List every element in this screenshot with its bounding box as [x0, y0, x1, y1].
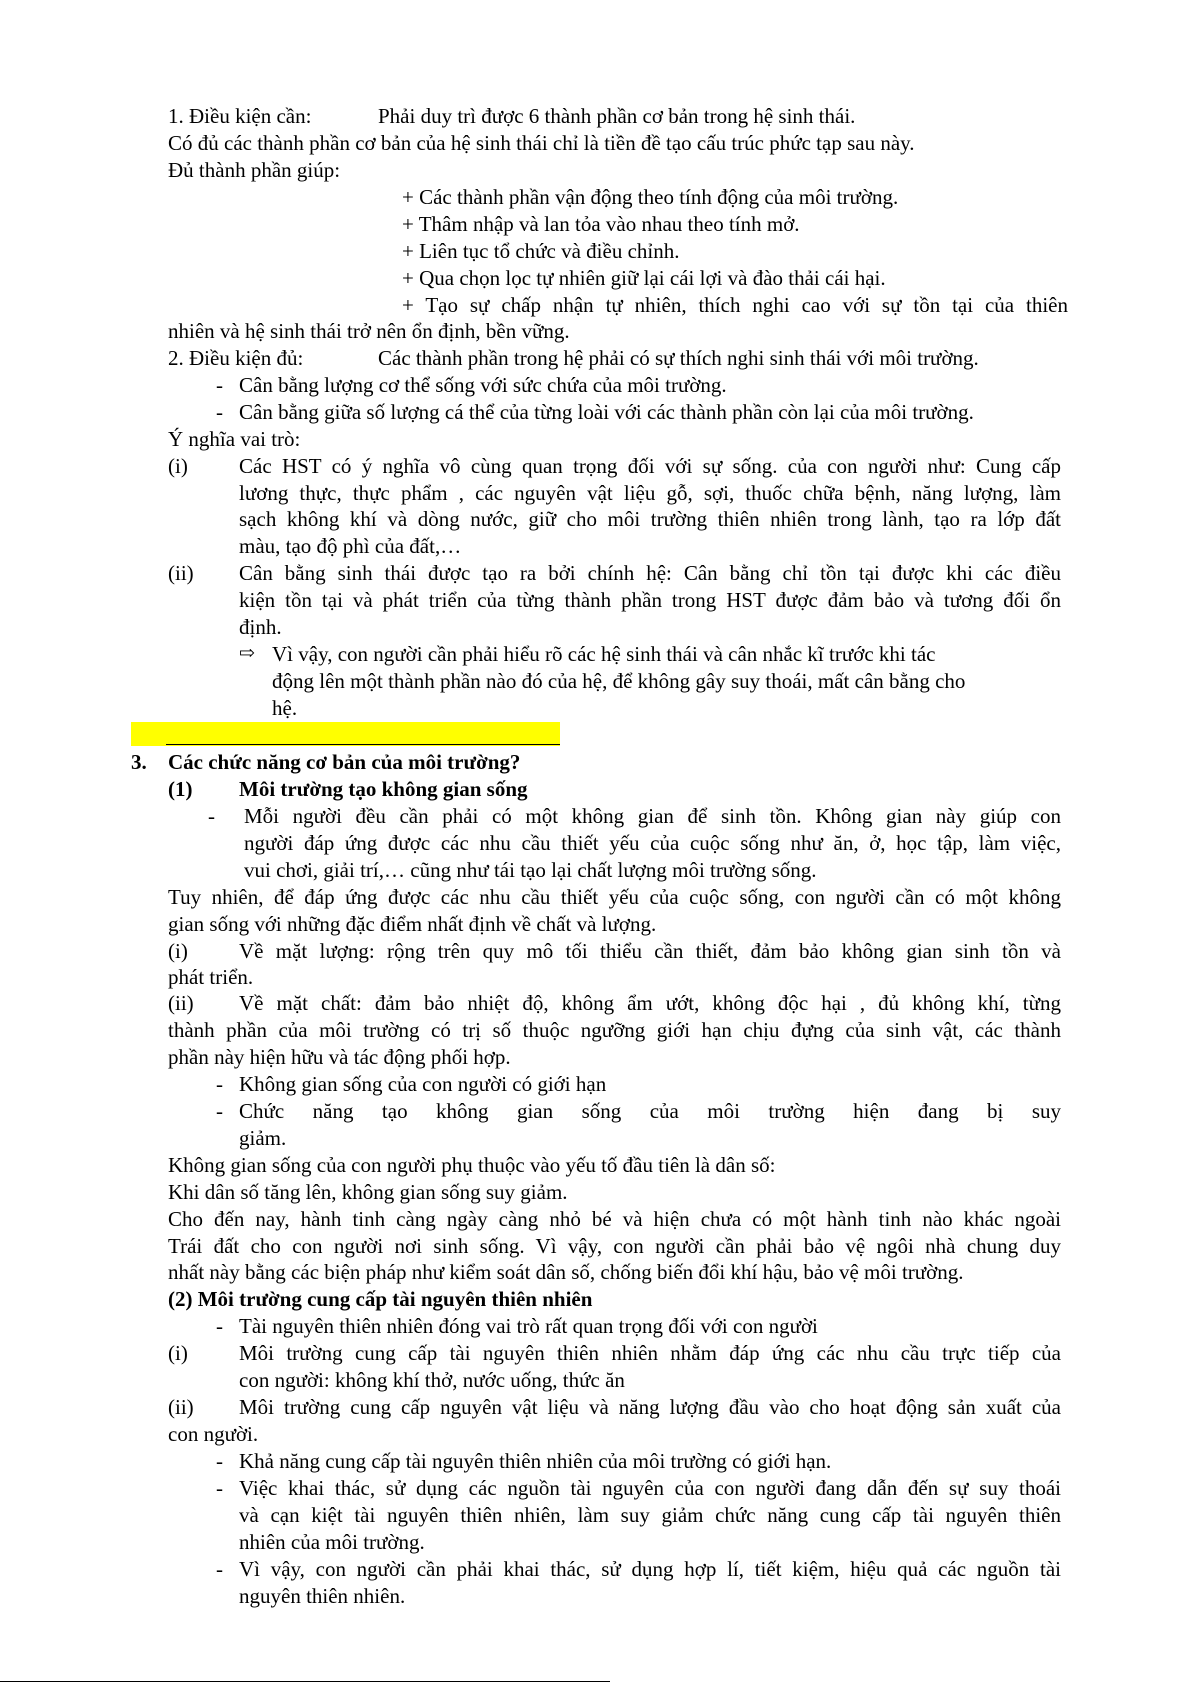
text-line: thành phần của môi trường có trị số thuộc ngưỡng giới hạn chịu đựng của sinh vật, các thành [168, 1018, 1061, 1042]
text-line: Tuy nhiên, để đáp ứng được các nhu cầu thiết yếu của cuộc sống, con người cần có một không [168, 885, 1061, 909]
text-line: phát triển. [168, 965, 254, 989]
text-line: người đáp ứng được các nhu cầu thiết yếu của cuộc sống như ăn, ở, học tập, làm việc, [244, 831, 1061, 855]
text-line: kiện tồn tại và phát triển của từng thành phần trong HST được đảm bảo và tương đối ổn [239, 588, 1061, 612]
cond2-label: 2. Điều kiện đủ: [168, 346, 304, 370]
text-line: và cạn kiệt tài nguyên thiên nhiên, làm suy giảm chức năng cung cấp tài nguyên thiên [239, 1503, 1061, 1527]
cond1-label: 1. Điều kiện cần: [168, 104, 312, 128]
text-line: nhiên và hệ sinh thái trở nên ổn định, bền vững. [168, 319, 570, 343]
dash-item: Chức năng tạo không gian sống của môi trường hiện đang bị suy [239, 1099, 1061, 1123]
dash-bullet: - [216, 1099, 223, 1123]
text-line: Đủ thành phần giúp: [168, 158, 341, 182]
subheading: Ý nghĩa vai trò: [168, 427, 301, 451]
text-line: hệ. [272, 696, 298, 720]
text-line: động lên một thành phần nào đó của hệ, để không gây suy thoái, mất cân bằng cho [272, 669, 966, 693]
roman-label: (ii) [168, 561, 194, 585]
text-line: nhiên của môi trường. [239, 1530, 425, 1554]
dash-bullet: - [216, 1072, 223, 1096]
text-line: Các HST có ý nghĩa vô cùng quan trọng đối với sự sống. của con người như: Cung cấp [239, 454, 1061, 478]
subsection-heading: Môi trường tạo không gian sống [239, 777, 528, 801]
dash-bullet: - [216, 1314, 223, 1338]
highlight-mark [131, 722, 560, 746]
text-line: Về mặt lượng: rộng trên quy mô tối thiểu cần thiết, đảm bảo không gian sinh tồn và [239, 939, 1061, 963]
plus-item: + Các thành phần vận động theo tính động của môi trường. [402, 185, 899, 209]
text-line: Môi trường cung cấp nguyên vật liệu và năng lượng đầu vào cho hoạt động sản xuất của [239, 1395, 1061, 1419]
text-line: con người. [168, 1422, 259, 1446]
text-line: Mỗi người đều cần phải có một không gian để sinh tồn. Không gian này giúp con [244, 804, 1061, 828]
text-line: nhất này bằng các biện pháp như kiểm soát dân số, chống biến đổi khí hậu, bảo vệ môi trường. [168, 1260, 964, 1284]
text-line: gian sống với những đặc điểm nhất định về chất và lượng. [168, 912, 657, 936]
dash-item: Cân bằng lượng cơ thể sống với sức chứa của môi trường. [239, 373, 727, 397]
cond2-text: Các thành phần trong hệ phải có sự thích nghi sinh thái với môi trường. [378, 346, 979, 370]
dash-item: Việc khai thác, sử dụng các nguồn tài nguyên của con người đang dẫn đến sự suy thoái [239, 1476, 1061, 1500]
dash-bullet: - [216, 400, 223, 424]
text-line: định. [239, 615, 282, 639]
section-heading: Các chức năng cơ bản của môi trường? [168, 750, 521, 774]
plus-item: + Liên tục tổ chức và điều chỉnh. [402, 239, 680, 263]
dash-bullet: - [216, 373, 223, 397]
dash-item: Cân bằng giữa số lượng cá thể của từng loài với các thành phần còn lại của môi trường. [239, 400, 974, 424]
text-line: Môi trường cung cấp tài nguyên thiên nhiên nhằm đáp ứng các nhu cầu trực tiếp của [239, 1341, 1061, 1365]
roman-label: (i) [168, 939, 188, 963]
roman-label: (ii) [168, 1395, 194, 1419]
dash-bullet: - [208, 804, 215, 828]
text-line: nguyên thiên nhiên. [239, 1584, 406, 1608]
text-line: Về mặt chất: đảm bảo nhiệt độ, không ẩm ướt, không độc hại , đủ không khí, từng [239, 991, 1061, 1015]
dash-item: Không gian sống của con người có giới hạn [239, 1072, 607, 1096]
dash-item: Tài nguyên thiên nhiên đóng vai trò rất quan trọng đối với con người [239, 1314, 818, 1338]
text-line: Khi dân số tăng lên, không gian sống suy giảm. [168, 1180, 568, 1204]
roman-label: (i) [168, 454, 188, 478]
plus-item: + Tạo sự chấp nhận tự nhiên, thích nghi cao với sự tồn tại của thiên [402, 293, 1068, 317]
text-line: sạch không khí và dòng nước, giữ cho môi trường thiên nhiên trong lành, tạo ra lớp đất [239, 507, 1061, 531]
subsection-heading: (2) Môi trường cung cấp tài nguyên thiên nhiên [168, 1287, 593, 1311]
text-line: Có đủ các thành phần cơ bản của hệ sinh thái chỉ là tiền đề tạo cấu trúc phức tạp sau này. [168, 131, 915, 155]
text-line: phần này hiện hữu và tác động phối hợp. [168, 1045, 511, 1069]
text-line: Vì vậy, con người cần phải hiểu rõ các hệ sinh thái và cân nhắc kĩ trước khi tác [272, 642, 936, 666]
dash-item: Khả năng cung cấp tài nguyên thiên nhiên của môi trường có giới hạn. [239, 1449, 832, 1473]
dash-bullet: - [216, 1449, 223, 1473]
text-line: lương thực, thực phẩm , các nguyên vật liệu gỗ, sợi, thuốc chữa bệnh, năng lượng, làm [239, 481, 1061, 505]
dash-item: Vì vậy, con người cần phải khai thác, sử dụng hợp lí, tiết kiệm, hiệu quả các nguồn tài [239, 1557, 1061, 1581]
plus-item: + Qua chọn lọc tự nhiên giữ lại cái lợi và đào thải cái hại. [402, 266, 886, 290]
cond1-text: Phải duy trì được 6 thành phần cơ bản trong hệ sinh thái. [378, 104, 856, 128]
roman-label: (ii) [168, 991, 194, 1015]
text-line: con người: không khí thở, nước uống, thức ăn [239, 1368, 625, 1392]
arrow-icon: ⇨ [239, 643, 255, 664]
roman-label: (i) [168, 1341, 188, 1365]
text-line: giảm. [239, 1126, 287, 1150]
text-line: vui chơi, giải trí,… cũng như tái tạo lại chất lượng môi trường sống. [244, 858, 817, 882]
subsection-number: (1) [168, 777, 193, 801]
text-line: Trái đất cho con người nơi sinh sống. Vì vậy, con người cần phải bảo vệ ngôi nhà chung duy [168, 1234, 1061, 1258]
text-line: Cân bằng sinh thái được tạo ra bởi chính hệ: Cân bằng chỉ tồn tại được khi các điều [239, 561, 1061, 585]
dash-bullet: - [216, 1557, 223, 1581]
footer-rule [0, 1681, 610, 1682]
dash-bullet: - [216, 1476, 223, 1500]
plus-item: + Thâm nhập và lan tỏa vào nhau theo tính mở. [402, 212, 800, 236]
text-line: Cho đến nay, hành tinh càng ngày càng nhỏ bé và hiện chưa có một hành tinh nào khác ngoài [168, 1207, 1061, 1231]
divider-line [166, 744, 560, 745]
section-number: 3. [131, 750, 147, 774]
text-line: màu, tạo độ phì của đất,… [239, 534, 462, 558]
text-line: Không gian sống của con người phụ thuộc vào yếu tố đầu tiên là dân số: [168, 1153, 776, 1177]
